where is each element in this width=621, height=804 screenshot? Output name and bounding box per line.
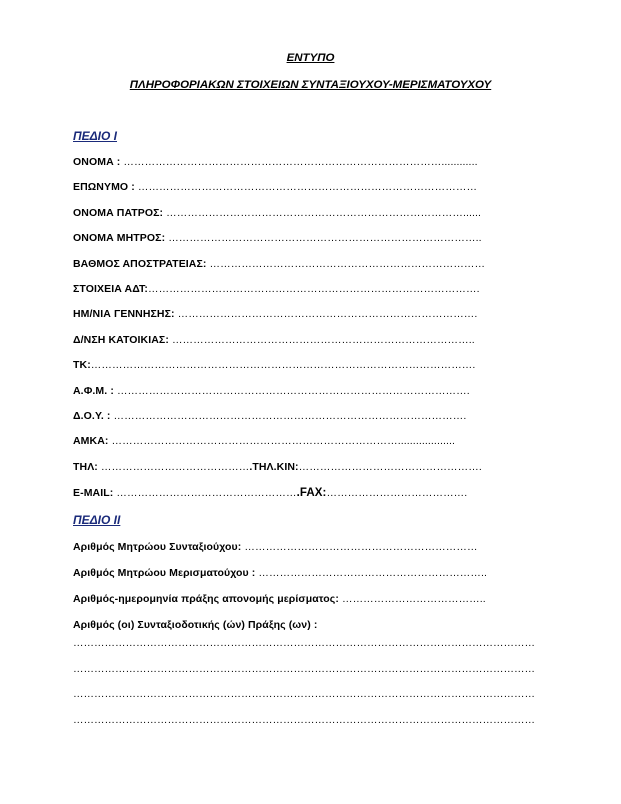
phone-dots[interactable]: ……………………………………: [97, 461, 250, 473]
field-row-amka: [73, 435, 455, 447]
afm-label: Α.Φ.Μ. :: [73, 384, 114, 397]
blank-line[interactable]: ……………………………………………………………………………………………………………………: [73, 662, 535, 675]
surname-label: ΕΠΩΝΥΜΟ :: [73, 181, 135, 194]
section-heading-1: ΠΕΔΙΟ Ι: [73, 129, 118, 143]
fax-label: .FAX:: [296, 487, 327, 499]
pensioner-registry-label: Αριθμός Μητρώου Συνταξιούχου:: [73, 541, 242, 553]
name-label: ΟΝΟΜΑ :: [73, 156, 121, 168]
field-row-address: [73, 334, 475, 346]
amka-field[interactable]: ………………………………………………………………………...................: [108, 435, 456, 448]
amka-label: ΑΜΚΑ:: [73, 435, 109, 448]
section-heading-2: ΠΕΔΙΟ ΙΙ: [73, 513, 121, 527]
email-row: [73, 487, 467, 499]
field-row-father-name: [73, 207, 481, 219]
mobile-label: .ΤΗΛ.ΚΙΝ:: [249, 461, 299, 473]
retirement-rank-field[interactable]: ……………………………………………………………………: [206, 257, 486, 270]
dividend-act-field[interactable]: …………………………………..: [338, 593, 486, 605]
form-subtitle: ΠΛΗΡΟΦΟΡΙΑΚΩΝ ΣΤΟΙΧΕΙΩΝ ΣΥΝΤΑΞΙΟΥΧΟΥ-ΜΕΡΙΣΜΑΤΟΥΧΟΥ: [129, 79, 492, 91]
field-row-surname: [73, 181, 477, 193]
father-name-field[interactable]: …………………………………………………………………………......: [163, 206, 482, 219]
field-row-dividend-act: [73, 593, 486, 605]
phone-row: [73, 461, 482, 473]
address-field[interactable]: …………………………………………………………………………..: [168, 333, 475, 346]
mother-name-field[interactable]: ……………………………………………………………………………..: [165, 232, 482, 245]
name-field[interactable]: ………………………………………………………………………………............: [120, 156, 478, 168]
id-card-field[interactable]: ………………………………………………………………………………….: [147, 283, 480, 295]
postal-code-field[interactable]: ……………………………………………………………………………………………….: [90, 359, 476, 372]
field-row-doy: [73, 410, 466, 422]
shareholder-registry-label: Αριθμός Μητρώου Μερισματούχου :: [73, 567, 256, 579]
dividend-act-label: Αριθμός-ημερομηνία πράξης απονομής μερίσματος:: [73, 593, 339, 605]
mobile-dots[interactable]: …………………………………………….: [298, 461, 482, 473]
fax-dots[interactable]: ………………………………….: [326, 487, 468, 499]
phone-label: ΤΗΛ:: [73, 461, 98, 473]
postal-code-label: ΤΚ:: [73, 359, 91, 372]
surname-field[interactable]: ……………………………………………………………………………………: [134, 181, 478, 194]
field-row-retirement-rank: [73, 258, 485, 270]
birth-date-field[interactable]: ………………………………………………………………………….: [174, 308, 478, 321]
email-dots[interactable]: ……………………………………………: [113, 487, 297, 499]
doy-field[interactable]: ……………………………………………………………………………………….: [110, 410, 467, 422]
field-row-name: [73, 156, 478, 168]
field-row-id-card: [73, 283, 480, 295]
pensioner-registry-field[interactable]: …………………………………………………………: [241, 541, 478, 553]
retirement-rank-label: ΒΑΘΜΟΣ ΑΠΟΣΤΡΑΤΕΙΑΣ:: [73, 257, 207, 270]
shareholder-registry-field[interactable]: ………………………………………………………..: [255, 567, 488, 579]
field-row-pensioner-registry: [73, 541, 478, 553]
father-name-label: ΟΝΟΜΑ ΠΑΤΡΟΣ:: [73, 206, 164, 219]
blank-line[interactable]: ……………………………………………………………………………………………………………………: [73, 637, 535, 649]
email-label: E-MAIL:: [73, 487, 114, 499]
field-row-postal-code: [73, 359, 475, 371]
doy-label: Δ.Ο.Υ. :: [73, 410, 111, 422]
field-row-pension-acts: [73, 619, 317, 631]
field-row-afm: [73, 385, 470, 397]
blank-line[interactable]: ……………………………………………………………………………………………………………………: [73, 688, 535, 700]
afm-field[interactable]: ……………………………………………………………………………………….: [113, 384, 470, 397]
field-row-birth-date: [73, 308, 477, 320]
id-card-label: ΣΤΟΙΧΕΙΑ ΑΔΤ:: [73, 283, 148, 295]
field-row-mother-name: [73, 232, 482, 244]
field-row-shareholder-registry: [73, 567, 487, 579]
mother-name-label: ΟΝΟΜΑ ΜΗΤΡΟΣ:: [73, 232, 166, 245]
birth-date-label: ΗΜ/ΝΙΑ ΓΕΝΝΗΣΗΣ:: [73, 308, 175, 321]
pension-acts-label: Αριθμός (οι) Συνταξιοδοτικής (ών) Πράξης (ων) :: [73, 619, 318, 631]
blank-line[interactable]: ……………………………………………………………………………………………………………………: [73, 713, 535, 726]
address-label: Δ/ΝΣΗ ΚΑΤΟΙΚΙΑΣ:: [73, 333, 169, 346]
form-title: ΕΝΤΥΠΟ: [286, 52, 335, 64]
